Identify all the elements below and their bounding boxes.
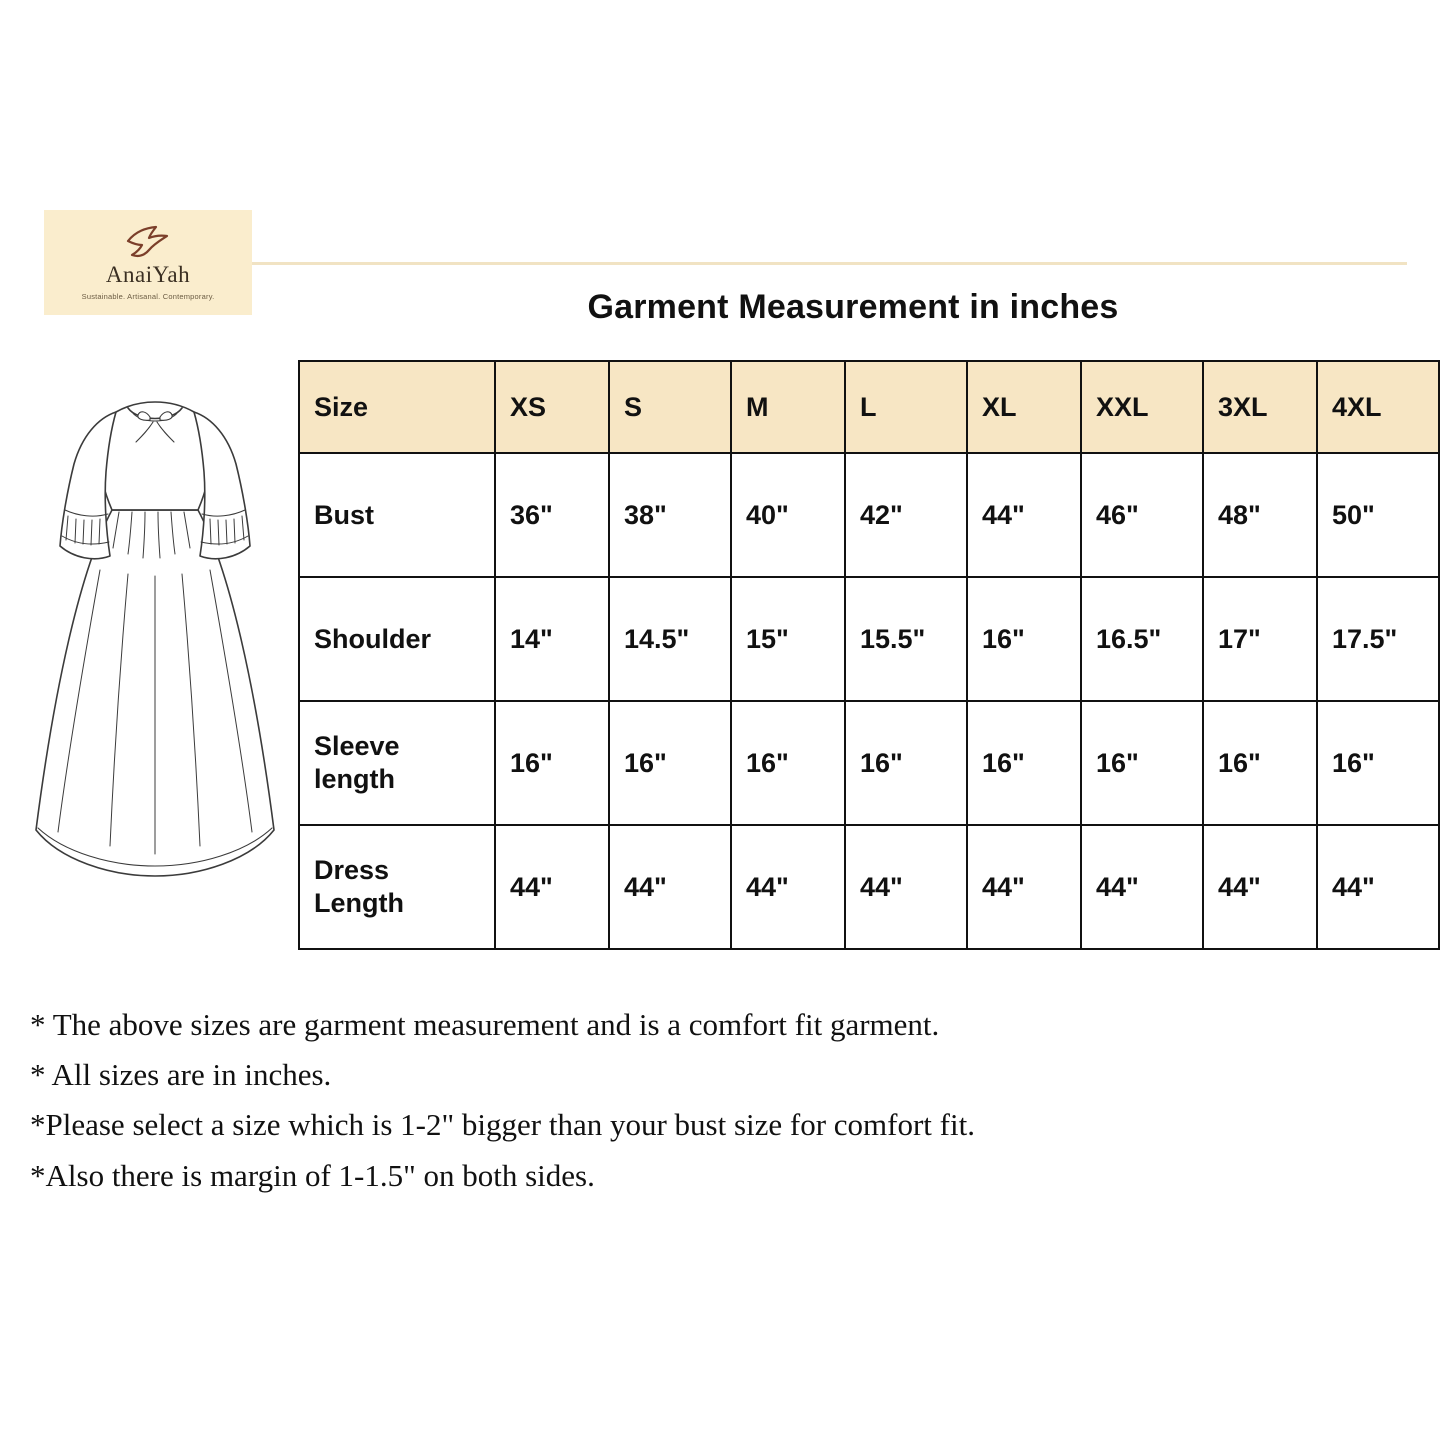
table-header-cell-4xl: 4XL	[1317, 361, 1439, 453]
cell-dress-xxl: 44"	[1081, 825, 1203, 949]
table-header-cell-xl: XL	[967, 361, 1081, 453]
table-header-cell-l: L	[845, 361, 967, 453]
cell-bust-xs: 36"	[495, 453, 609, 577]
cell-bust-l: 42"	[845, 453, 967, 577]
dress-line-drawing-illustration	[20, 360, 290, 920]
brand-tagline: Sustainable. Artisanal. Contemporary.	[81, 291, 215, 301]
table-header-row	[299, 361, 1439, 453]
page-title: Garment Measurement in inches	[587, 288, 1119, 326]
cell-dress-m: 44"	[731, 825, 845, 949]
cell-bust-xl: 44"	[967, 453, 1081, 577]
cell-shoulder-l: 15.5"	[845, 577, 967, 701]
cell-bust-s: 38"	[609, 453, 731, 577]
brand-logo-block	[44, 210, 252, 315]
cell-dress-xl: 44"	[967, 825, 1081, 949]
cell-sleeve-3xl: 16"	[1203, 701, 1317, 825]
cell-shoulder-3xl: 17"	[1203, 577, 1317, 701]
table-row	[299, 453, 1439, 577]
cell-shoulder-m: 15"	[731, 577, 845, 701]
cell-sleeve-m: 16"	[731, 701, 845, 825]
table-row	[299, 825, 1439, 949]
table-header-cell-size: Size	[299, 361, 495, 453]
cell-shoulder-xs: 14"	[495, 577, 609, 701]
row-label-bust: Bust	[299, 453, 495, 577]
row-label-sleeve-length: Sleeve length	[299, 701, 495, 825]
header-divider	[252, 262, 1407, 265]
row-label-shoulder: Shoulder	[299, 577, 495, 701]
brand-name: AnaiYah	[105, 261, 191, 287]
cell-dress-4xl: 44"	[1317, 825, 1439, 949]
size-chart-table	[298, 360, 1411, 950]
table-header-cell-xs: XS	[495, 361, 609, 453]
cell-shoulder-xxl: 16.5"	[1081, 577, 1203, 701]
cell-shoulder-4xl: 17.5"	[1317, 577, 1439, 701]
table-header-cell-s: S	[609, 361, 731, 453]
cell-sleeve-4xl: 16"	[1317, 701, 1439, 825]
cell-bust-m: 40"	[731, 453, 845, 577]
table-header-cell-3xl: 3XL	[1203, 361, 1317, 453]
cell-sleeve-xs: 16"	[495, 701, 609, 825]
cell-dress-3xl: 44"	[1203, 825, 1317, 949]
note-item: *Also there is margin of 1-1.5" on both sides.	[30, 1157, 595, 1193]
note-item: * All sizes are in inches.	[30, 1057, 332, 1093]
cell-sleeve-xl: 16"	[967, 701, 1081, 825]
cell-bust-3xl: 48"	[1203, 453, 1317, 577]
table-header-cell-m: M	[731, 361, 845, 453]
cell-dress-s: 44"	[609, 825, 731, 949]
table-header-cell-xxl: XXL	[1081, 361, 1203, 453]
cell-bust-xxl: 46"	[1081, 453, 1203, 577]
row-label-dress-length: Dress Length	[299, 825, 495, 949]
cell-sleeve-xxl: 16"	[1081, 701, 1203, 825]
cell-shoulder-xl: 16"	[967, 577, 1081, 701]
note-item: *Please select a size which is 1-2" bigger than your bust size for comfort fit.	[30, 1107, 975, 1143]
notes-list	[30, 1000, 1430, 1201]
cell-sleeve-s: 16"	[609, 701, 731, 825]
cell-sleeve-l: 16"	[845, 701, 967, 825]
cell-bust-4xl: 50"	[1317, 453, 1439, 577]
note-item: * The above sizes are garment measurement and is a comfort fit garment.	[30, 1007, 940, 1042]
bird-icon	[125, 225, 171, 259]
cell-dress-l: 44"	[845, 825, 967, 949]
cell-shoulder-s: 14.5"	[609, 577, 731, 701]
cell-dress-xs: 44"	[495, 825, 609, 949]
table-row	[299, 701, 1439, 825]
table-row	[299, 577, 1439, 701]
